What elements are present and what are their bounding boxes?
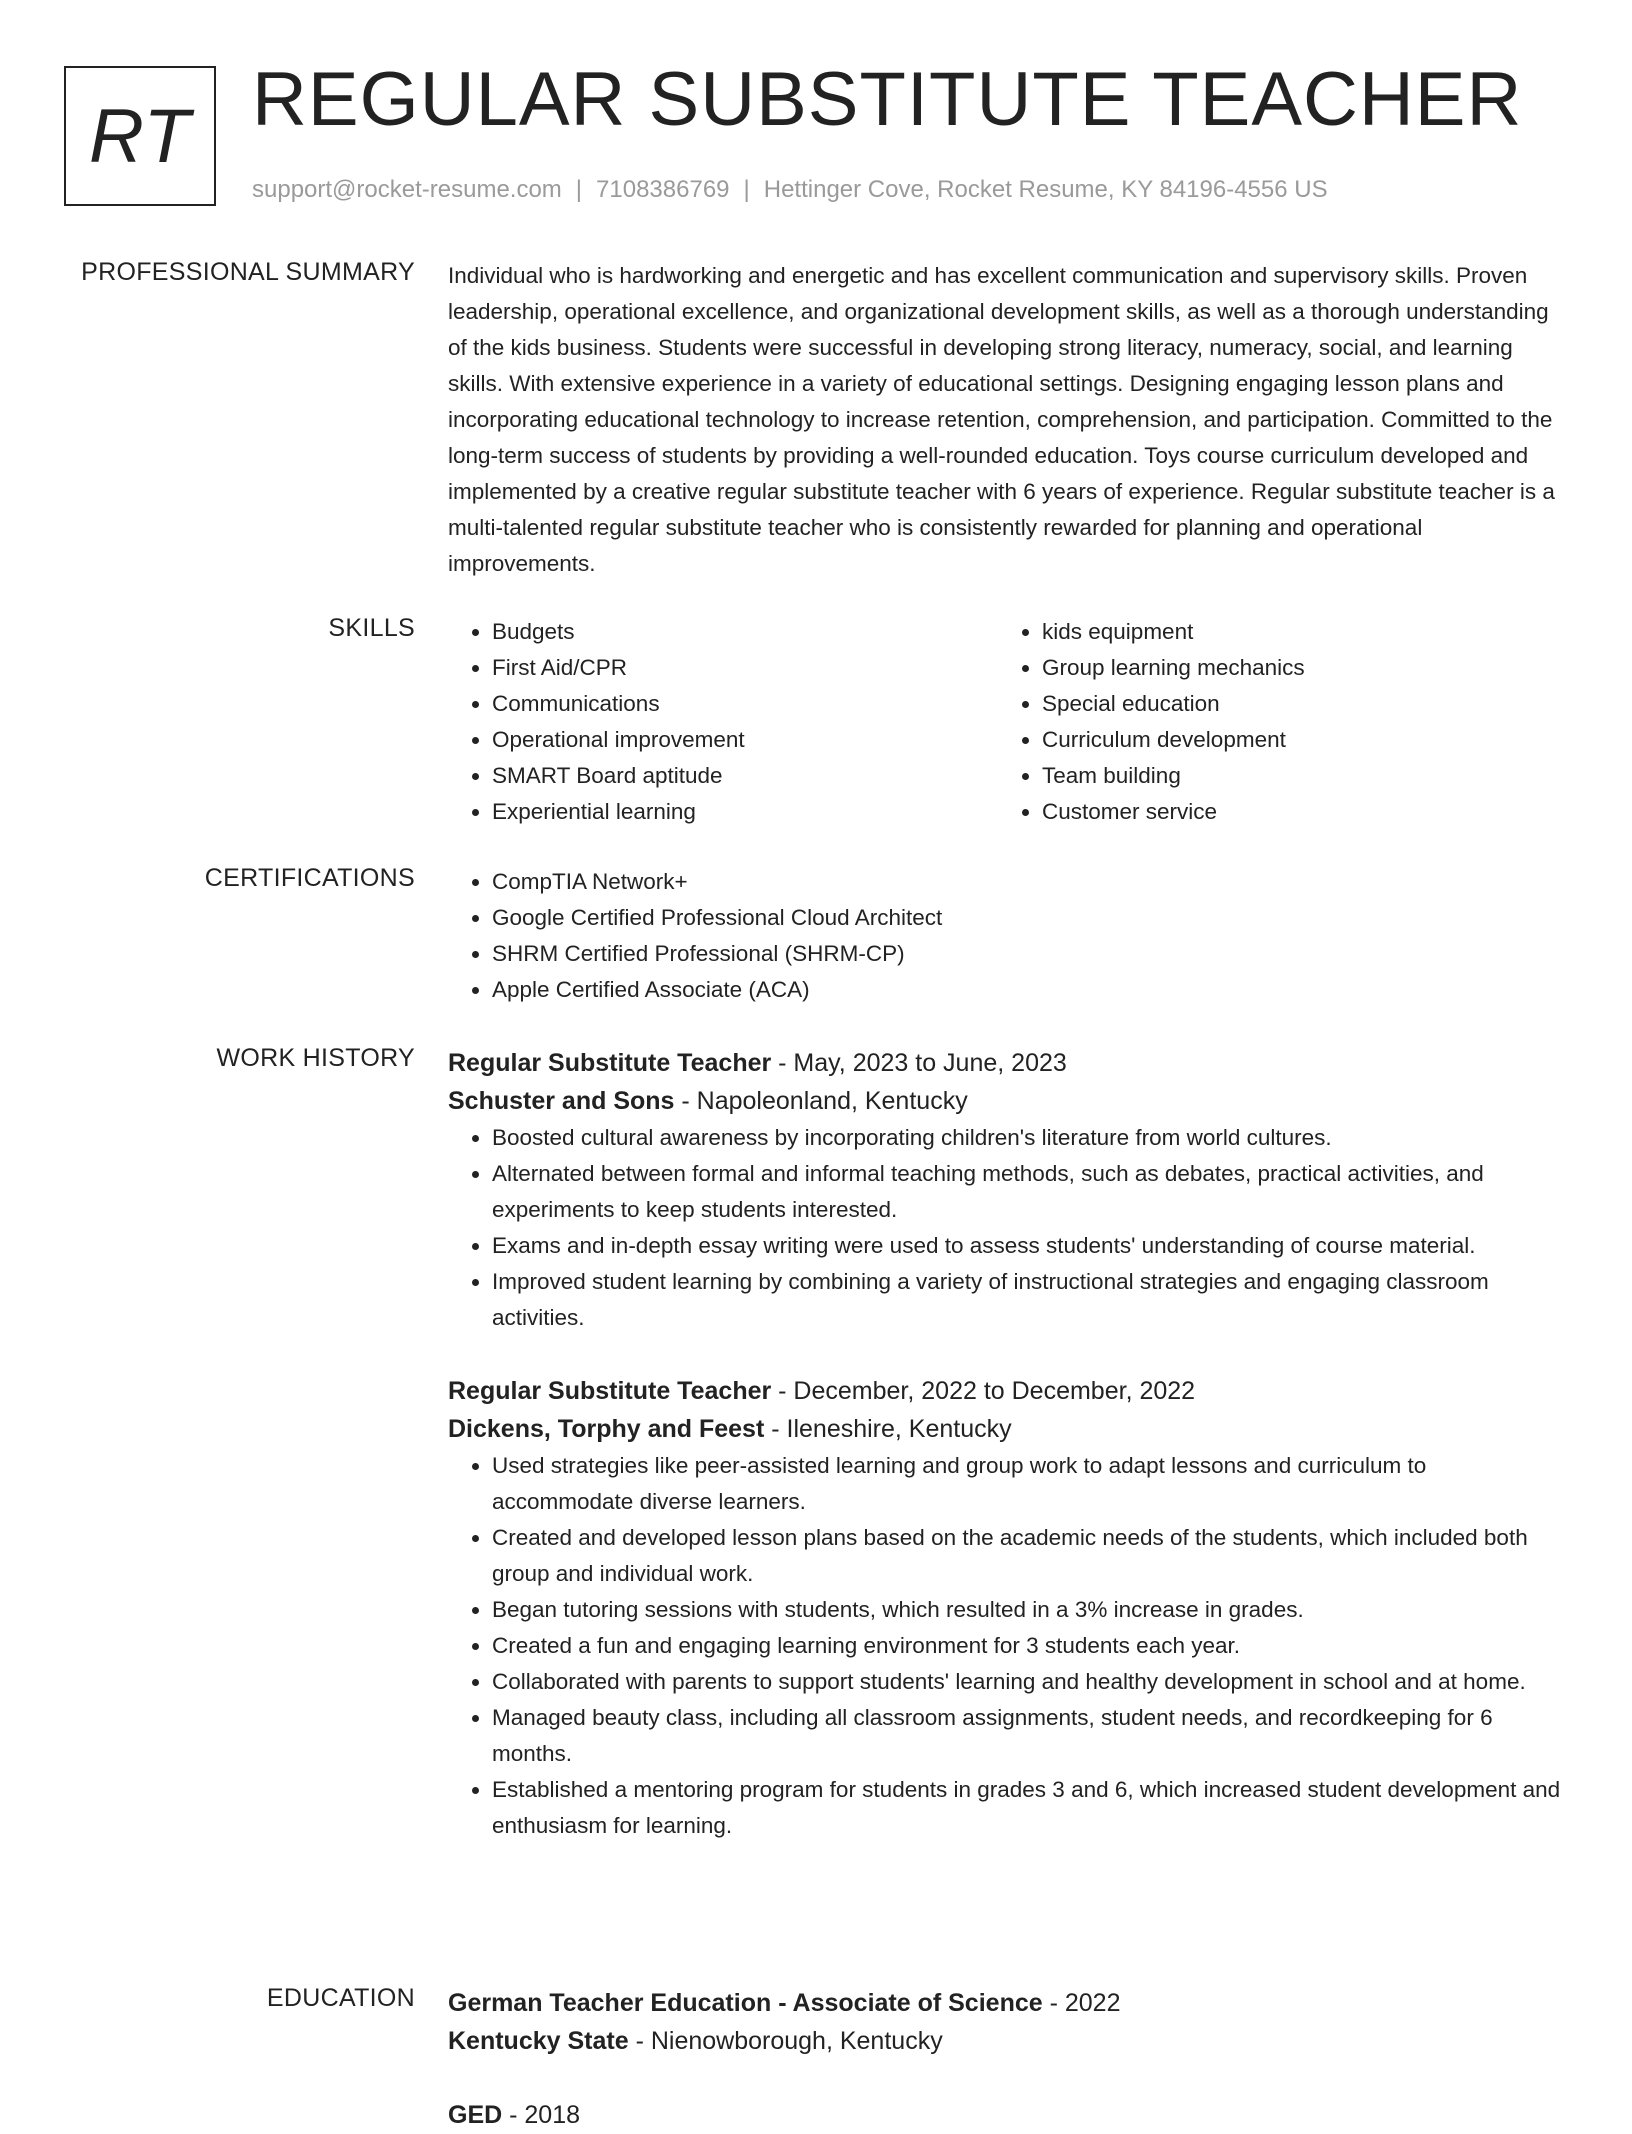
job-entry xyxy=(448,1044,1568,1336)
contact-address: Hettinger Cove, Rocket Resume, KY 84196-4556 US xyxy=(763,176,1328,203)
job-bullet: • Used strategies like peer-assisted learning and group work to adapt lessons and curriculum to accommodate diverse learners. xyxy=(492,1448,1568,1520)
education-degree-line xyxy=(448,2096,1568,2134)
certification-item: • CompTIA Network+ xyxy=(492,864,1568,900)
skill-item: • First Aid/CPR xyxy=(492,650,1042,686)
education-school: Kentucky State xyxy=(448,2027,629,2055)
education-year: - 2018 xyxy=(502,2101,581,2129)
work-history-heading: WORK HISTORY xyxy=(216,1044,415,1072)
summary-text: Individual who is hardworking and energetic and has excellent communication and supervisory skills. Proven leadership, operational excellence, and organizational development skills, as well as a thorough understanding of the kids business. Students were successful in developing strong literacy, numeracy, social, and learning skills. With extensive experience in a variety of educational settings. Designing engaging lesson plans and incorporating educational technology to increase retention, comprehension, and participation. Committed to the long-term success of students by providing a well-rounded education. Toys course curriculum developed and implemented by a creative regular substitute teacher with 6 years of experience. Regular substitute teacher is a multi-talented regular substitute teacher who is consistently rewarded for planning and operational improvements. xyxy=(448,263,1555,576)
skill-item: • Budgets xyxy=(492,614,1042,650)
contact-separator: | xyxy=(575,176,583,203)
education-location: - Nienowborough, Kentucky xyxy=(628,2027,943,2055)
education-year: - 2022 xyxy=(1042,1989,1121,2017)
job-location: - Ileneshire, Kentucky xyxy=(764,1415,1012,1443)
job-dates: - May, 2023 to June, 2023 xyxy=(771,1049,1067,1077)
skill-item: • Customer service xyxy=(1042,794,1592,830)
education-degree: GED xyxy=(448,2101,503,2129)
certifications-body xyxy=(448,864,1568,1008)
job-bullet: • Created and developed lesson plans based on the academic needs of the students, which included both group and individual work. xyxy=(492,1520,1568,1592)
education-school-line xyxy=(448,2022,1568,2060)
job-dates: - December, 2022 to December, 2022 xyxy=(771,1377,1196,1405)
job-bullet: • Established a mentoring program for students in grades 3 and 6, which increased student development and enthusiasm for learning. xyxy=(492,1772,1568,1844)
job-company: Dickens, Torphy and Feest xyxy=(448,1415,765,1443)
job-title: Regular Substitute Teacher xyxy=(448,1049,772,1077)
job-bullet: • Exams and in-depth essay writing were used to assess students' understanding of course material. xyxy=(492,1228,1568,1264)
job-title-line xyxy=(448,1044,1568,1082)
skills-list xyxy=(448,614,1592,830)
contact-email: support@rocket-resume.com xyxy=(252,176,562,203)
job-bullet: • Collaborated with parents to support students' learning and healthy development in school and at home. xyxy=(492,1664,1568,1700)
job-bullet: • Began tutoring sessions with students, which resulted in a 3% increase in grades. xyxy=(492,1592,1568,1628)
job-title: Regular Substitute Teacher xyxy=(448,1377,772,1405)
job-bullet: • Alternated between formal and informal teaching methods, such as debates, practical activities, and experiments to keep students interested. xyxy=(492,1156,1568,1228)
job-company-line xyxy=(448,1082,1568,1120)
contact-separator: | xyxy=(743,176,750,203)
skill-item: • Operational improvement xyxy=(492,722,1042,758)
certification-item: • Apple Certified Associate (ACA) xyxy=(492,972,1568,1008)
contact-phone: 7108386769 xyxy=(596,176,730,203)
skill-item: • Team building xyxy=(1042,758,1592,794)
skills-heading: SKILLS xyxy=(328,614,415,642)
certification-item: • SHRM Certified Professional (SHRM-CP) xyxy=(492,936,1568,972)
job-bullet: • Improved student learning by combining a variety of instructional strategies and engaging classroom activities. xyxy=(492,1264,1568,1336)
work-history-body xyxy=(448,1044,1568,1844)
summary-heading: PROFESSIONAL SUMMARY xyxy=(81,258,415,286)
resume-title: REGULAR SUBSTITUTE TEACHER xyxy=(252,57,1523,142)
skill-item: • Experiential learning xyxy=(492,794,1042,830)
monogram-logo: RT xyxy=(64,66,216,206)
education-heading: EDUCATION xyxy=(266,1984,415,2012)
certification-item: • Google Certified Professional Cloud Architect xyxy=(492,900,1568,936)
education-degree: German Teacher Education - Associate of Science xyxy=(448,1989,1043,2017)
skill-item: • Curriculum development xyxy=(1042,722,1592,758)
job-title-line xyxy=(448,1372,1568,1410)
job-company: Schuster and Sons xyxy=(448,1087,675,1115)
job-bullet: • Managed beauty class, including all classroom assignments, student needs, and recordkeeping for 6 months. xyxy=(492,1700,1568,1772)
job-entry xyxy=(448,1372,1568,1844)
skill-item: • SMART Board aptitude xyxy=(492,758,1042,794)
contact-line xyxy=(252,176,1328,204)
skill-item: • Communications xyxy=(492,686,1042,722)
summary-body xyxy=(448,258,1568,582)
job-bullet: • Created a fun and engaging learning environment for 3 students each year. xyxy=(492,1628,1568,1664)
job-bullets xyxy=(448,1448,1568,1844)
education-degree-line xyxy=(448,1984,1568,2022)
job-bullets xyxy=(448,1120,1568,1336)
skill-item: • Group learning mechanics xyxy=(1042,650,1592,686)
certifications-list xyxy=(448,864,1568,1008)
skills-body xyxy=(448,614,1568,830)
certifications-heading: CERTIFICATIONS xyxy=(204,864,415,892)
job-location: - Napoleonland, Kentucky xyxy=(674,1087,968,1115)
skill-item: • Special education xyxy=(1042,686,1592,722)
skill-item: • kids equipment xyxy=(1042,614,1592,650)
job-bullet: • Boosted cultural awareness by incorporating children's literature from world cultures. xyxy=(492,1120,1568,1156)
job-company-line xyxy=(448,1410,1568,1448)
